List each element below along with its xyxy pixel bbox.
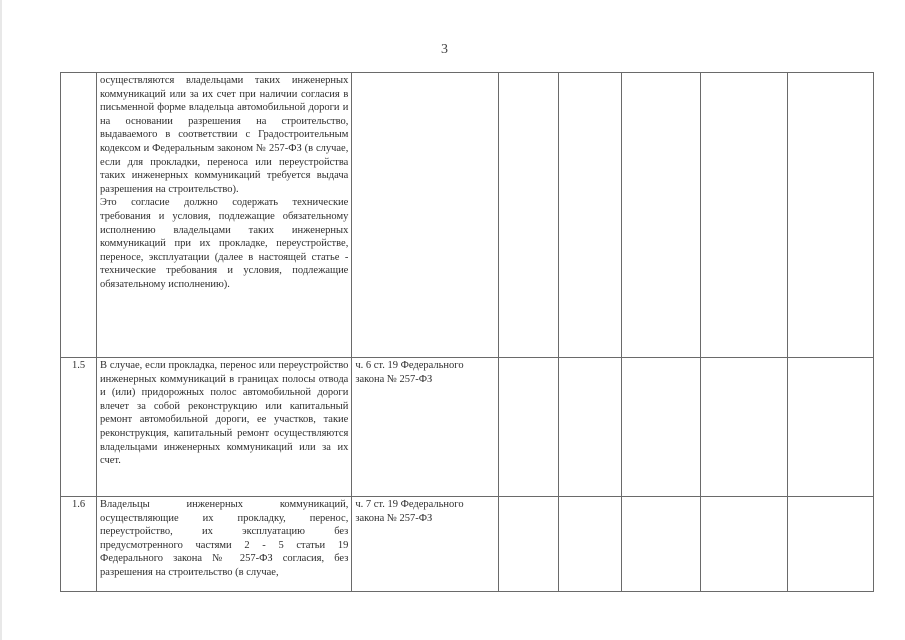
page-number: 3 [441, 42, 448, 57]
empty-cell [498, 73, 558, 358]
requirement-text-cell [97, 358, 352, 497]
requirement-text-cell [97, 73, 352, 358]
legal-reference-cell: ч. 6 ст. 19 Федерального закона № 257-ФЗ [352, 358, 498, 497]
empty-cell [498, 358, 558, 497]
table-row [61, 497, 874, 592]
row-number-cell: 1.5 [61, 358, 97, 497]
requirement-paragraph: Это согласие должно содержать технические требования и условия, подлежащие обязательному исполнению владельцами таких инженерных коммуникаций при их прокладке, переустройстве, переносе, эксплуатации (далее в настоящей статье - технические требования и условия, подлежащие обязательному исполнению). [100, 197, 349, 290]
row-number-cell [61, 73, 97, 358]
row-number-cell: 1.6 [61, 497, 97, 592]
table-row [61, 358, 874, 497]
empty-cell [787, 73, 873, 358]
requirement-paragraph: осуществляются владельцами таких инженерных коммуникаций или за их счет при наличии согласия в письменной форме владельца автомобильной дороги и на основании разрешения на строительство, выдаваемого в соответствии с Градостроительным кодексом и Федеральным законом № 257-ФЗ (в случае, если для прокладки, переноса или переустройства таких инженерных коммуникаций требуется выдача разрешения на строительство). [100, 75, 349, 195]
empty-cell [558, 73, 621, 358]
scan-edge [0, 0, 2, 640]
legal-reference-cell: ч. 7 ст. 19 Федерального закона № 257-ФЗ [352, 497, 498, 592]
empty-cell [700, 358, 787, 497]
table-row [61, 73, 874, 358]
empty-cell [787, 497, 873, 592]
requirement-paragraph: В случае, если прокладка, перенос или переустройство инженерных коммуникаций в границах полосы отвода и (или) придорожных полос автомобильной дороги влечет за собой реконструкцию или капитальный ремонт автомобильной дороги, ее участков, такие реконструкция, капитальный ремонт осуществляются владельцами инженерных коммуникаций или за их счет. [100, 360, 349, 467]
empty-cell [621, 73, 700, 358]
empty-cell [700, 497, 787, 592]
legal-reference-cell [352, 73, 498, 358]
empty-cell [498, 497, 558, 592]
requirements-table [60, 72, 874, 592]
empty-cell [700, 73, 787, 358]
requirement-paragraph: Владельцы инженерных коммуникаций, осуществляющие их прокладку, перенос, переустройство, их эксплуатацию без предусмотренного частями 2 - 5 статьи 19 Федерального закона № 257-ФЗ согласия, без разрешения на строительство (в случае, [100, 499, 349, 578]
empty-cell [787, 358, 873, 497]
empty-cell [621, 358, 700, 497]
empty-cell [558, 358, 621, 497]
empty-cell [558, 497, 621, 592]
empty-cell [621, 497, 700, 592]
requirement-text-cell [97, 497, 352, 592]
